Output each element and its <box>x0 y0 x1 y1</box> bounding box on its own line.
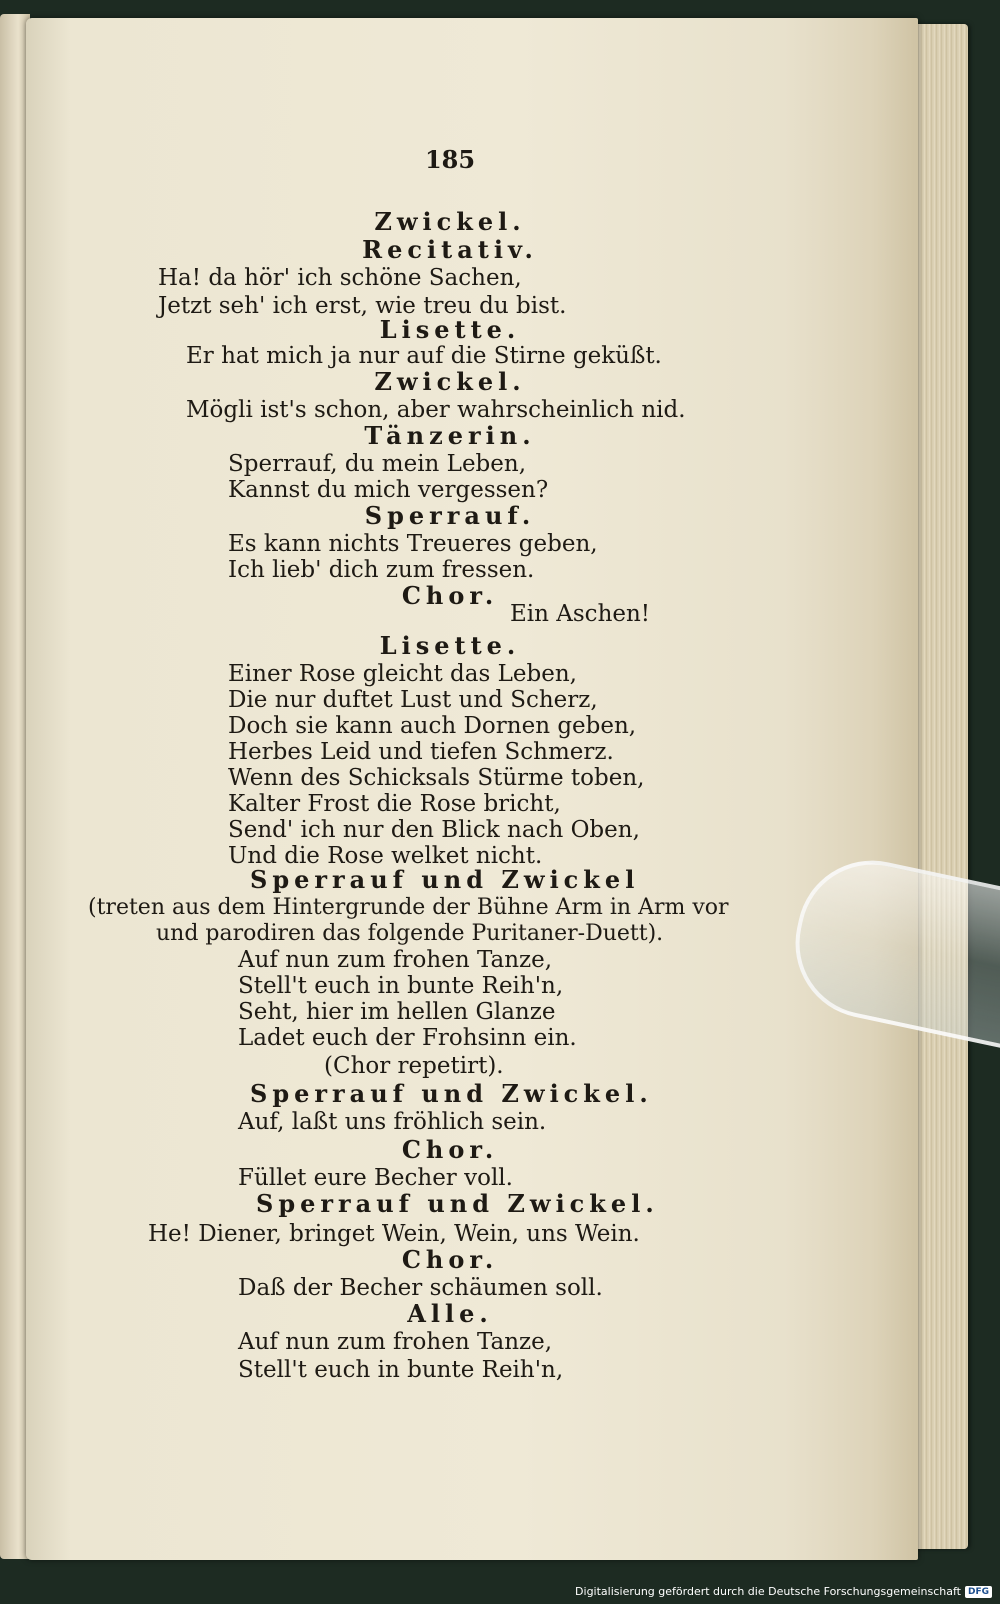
stage-direction: (treten aus dem Hintergrunde der Bühne Arm in Arm vor <box>88 895 729 920</box>
speaker-heading: Lisette. <box>379 631 521 660</box>
speaker-heading: Sperrauf und Zwickel <box>250 865 640 894</box>
verse-line: Kalter Frost die Rose bricht, <box>228 791 561 817</box>
verse-line: Stell't euch in bunte Reih'n, <box>238 1357 564 1383</box>
verse-line: Und die Rose welket nicht. <box>228 843 543 869</box>
speaker-heading: Lisette. <box>379 315 521 344</box>
verse-line: Seht, hier im hellen Glanze <box>238 999 556 1025</box>
speaker-heading: Chor. <box>401 581 499 610</box>
verse-line: Wenn des Schicksals Stürme toben, <box>228 765 645 791</box>
verse-line: Füllet eure Becher voll. <box>238 1165 513 1191</box>
speaker-heading: Sperrauf. <box>364 501 536 530</box>
footer-credit: Digitalisierung gefördert durch die Deutsche Forschungsgemeinschaft <box>575 1585 961 1598</box>
aside-line: Ein Aschen! <box>510 601 651 627</box>
verse-line: He! Diener, bringet Wein, Wein, uns Wein. <box>148 1221 640 1247</box>
speaker-heading: Sperrauf und Zwickel. <box>250 1079 653 1108</box>
verse-line: Kannst du mich vergessen? <box>228 477 549 503</box>
stage-direction: (Chor repetirt). <box>324 1053 504 1079</box>
verse-line: Auf, laßt uns fröhlich sein. <box>238 1109 547 1135</box>
verse-line: Doch sie kann auch Dornen geben, <box>228 713 637 739</box>
verse-line: Daß der Becher schäumen soll. <box>238 1275 603 1301</box>
digitization-footer <box>575 1585 992 1598</box>
speaker-heading: Zwickel. <box>374 367 526 396</box>
verse-line: Er hat mich ja nur auf die Stirne geküßt. <box>186 343 662 369</box>
speaker-heading: Zwickel. <box>374 207 526 236</box>
verse-line: Mögli ist's schon, aber wahrscheinlich nid. <box>186 397 686 423</box>
speaker-heading: Recitativ. <box>362 235 538 264</box>
verse-line: Sperrauf, du mein Leben, <box>228 451 527 477</box>
dfg-logo-icon: DFG <box>965 1586 992 1598</box>
verse-line: Stell't euch in bunte Reih'n, <box>238 973 564 999</box>
page-number: 185 <box>424 145 476 174</box>
verse-line: Auf nun zum frohen Tanze, <box>238 947 553 973</box>
verse-line: Ha! da hör' ich schöne Sachen, <box>158 265 522 291</box>
verse-line: Es kann nichts Treueres geben, <box>228 531 598 557</box>
verse-line: Einer Rose gleicht das Leben, <box>228 661 577 687</box>
verse-line: Ich lieb' dich zum fressen. <box>228 557 535 583</box>
speaker-heading: Chor. <box>401 1245 499 1274</box>
verse-line: Auf nun zum frohen Tanze, <box>238 1329 553 1355</box>
verse-line: Ladet euch der Frohsinn ein. <box>238 1025 577 1051</box>
speaker-heading: Chor. <box>401 1135 499 1164</box>
speaker-heading: Alle. <box>407 1299 493 1328</box>
verse-line: Herbes Leid und tiefen Schmerz. <box>228 739 614 765</box>
speaker-heading: Sperrauf und Zwickel. <box>256 1189 659 1218</box>
verse-line: Die nur duftet Lust und Scherz, <box>228 687 598 713</box>
speaker-heading: Tänzerin. <box>364 421 536 450</box>
verse-line: Send' ich nur den Blick nach Oben, <box>228 817 640 843</box>
stage-direction: und parodiren das folgende Puritaner-Duett). <box>156 921 664 946</box>
verse-line: Jetzt seh' ich erst, wie treu du bist. <box>158 293 567 319</box>
